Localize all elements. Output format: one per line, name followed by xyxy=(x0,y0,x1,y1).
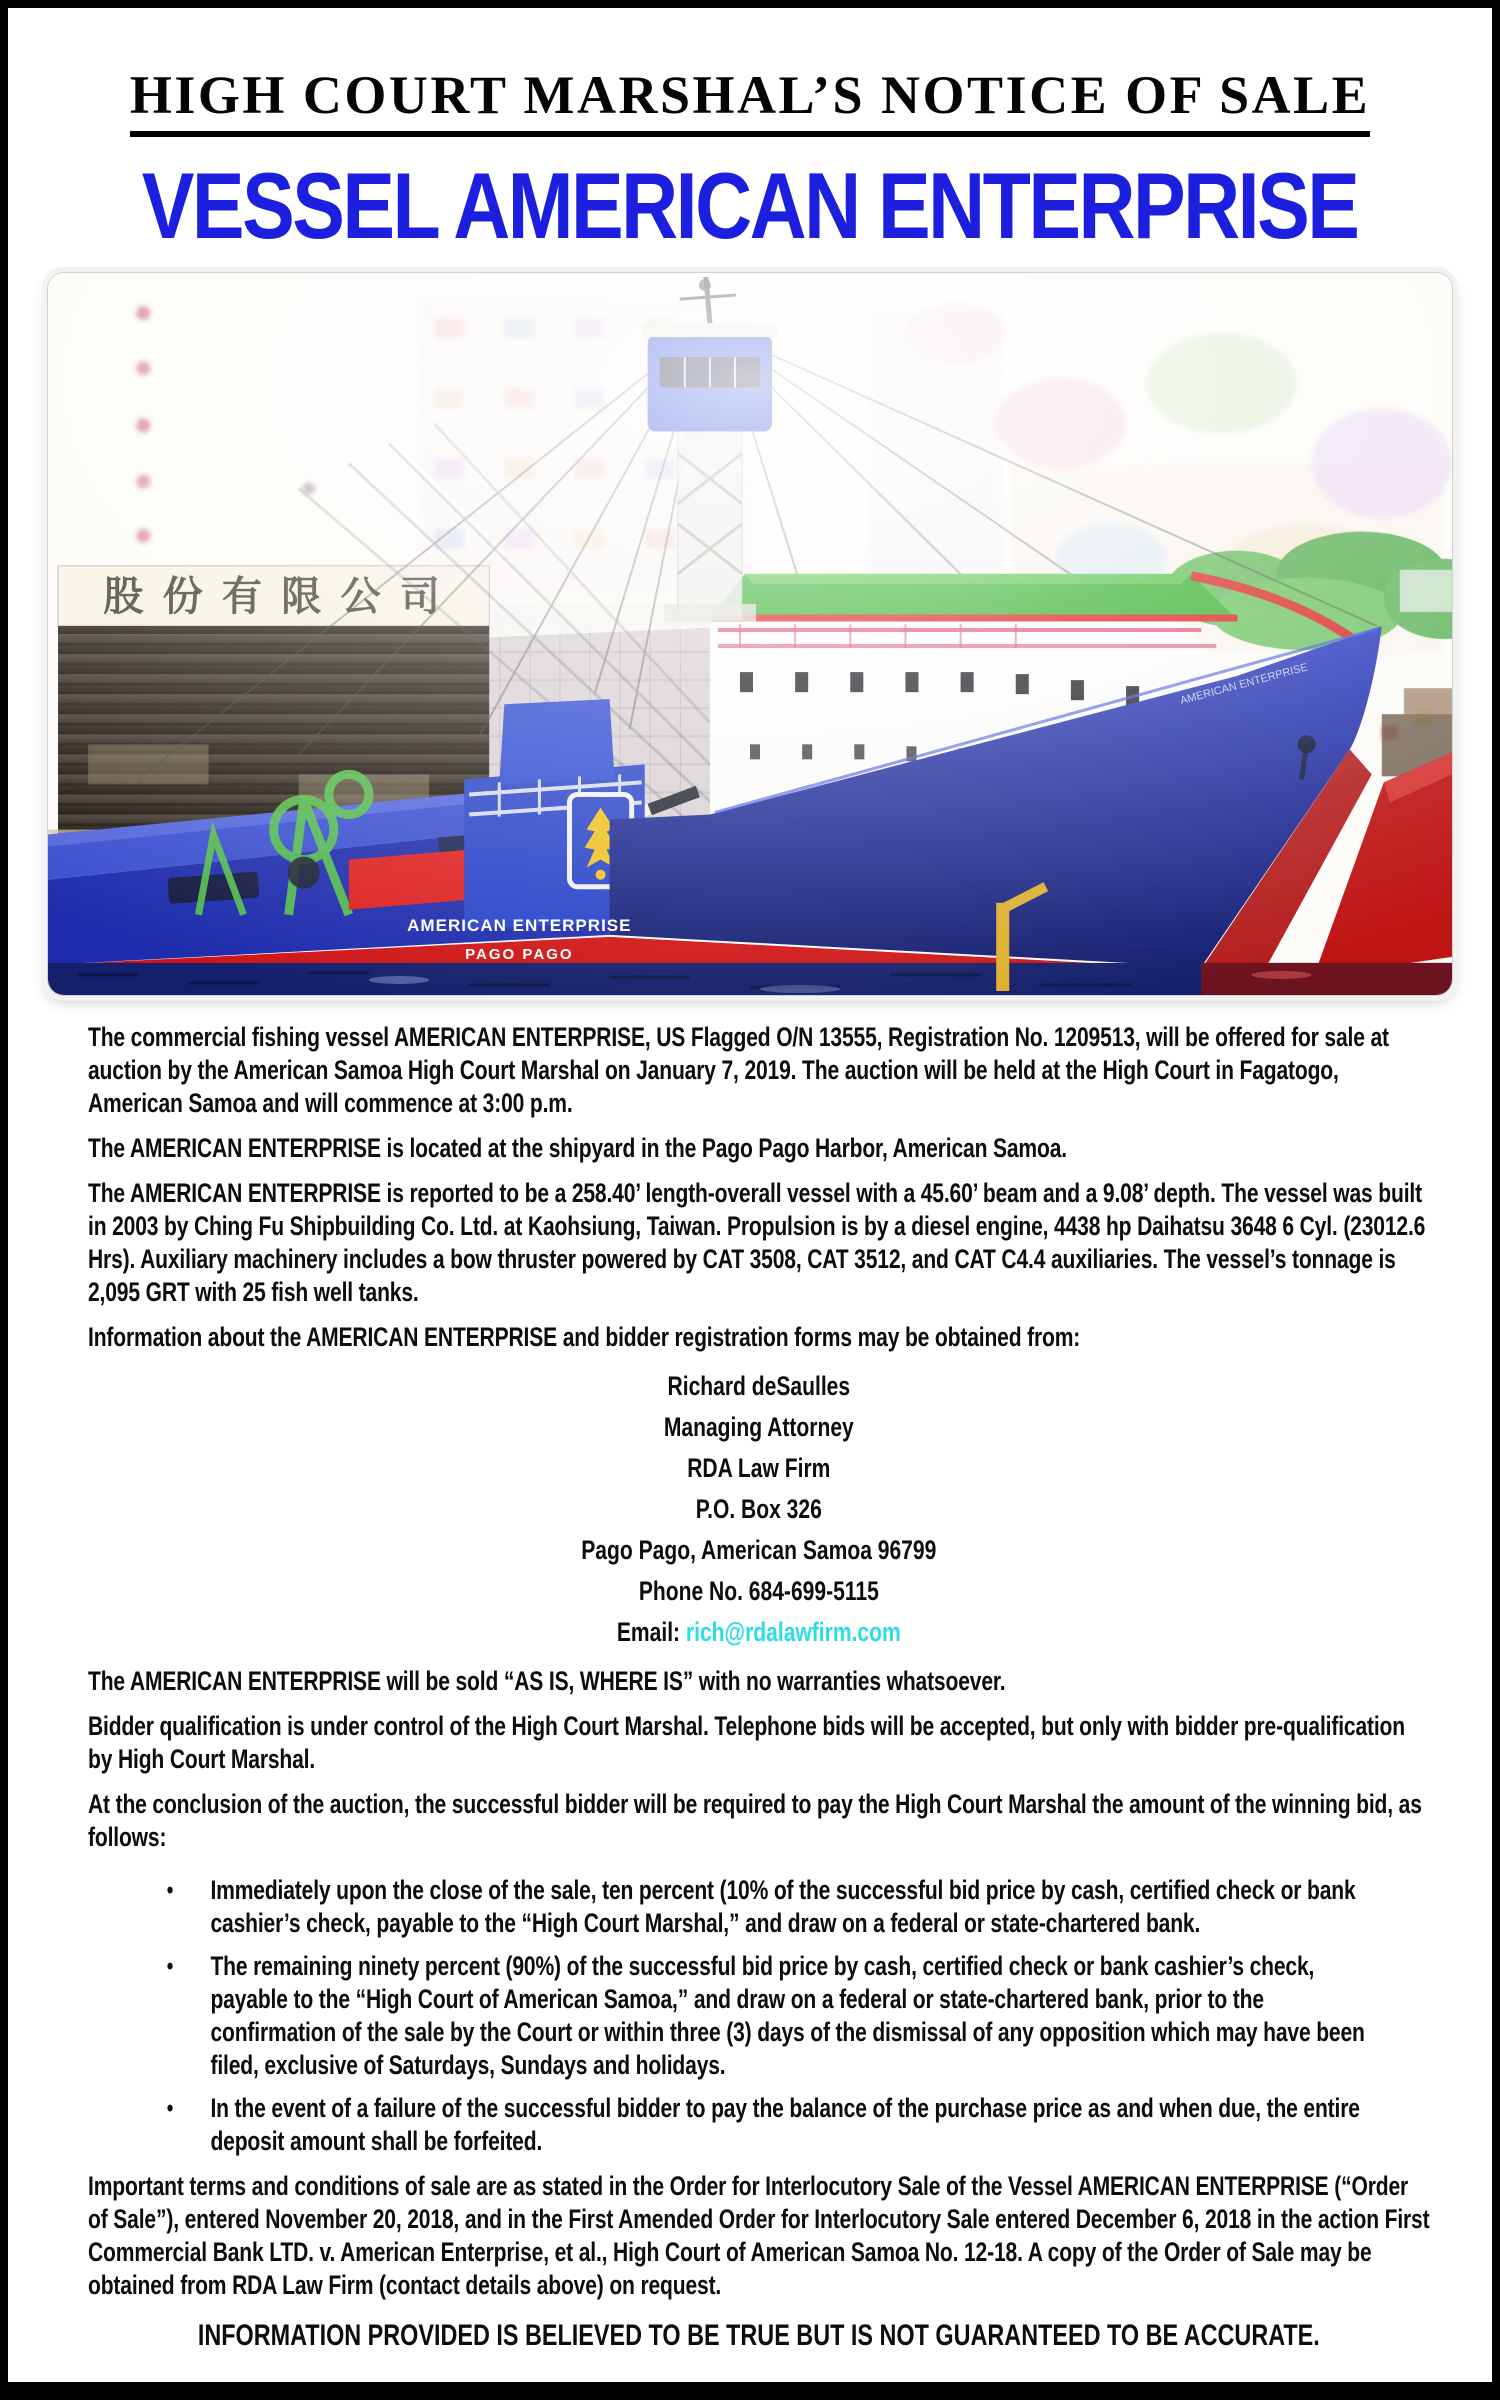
paragraph-information-source: Information about the AMERICAN ENTERPRISE and bidder registration forms may be obtained from: xyxy=(88,1322,1081,1352)
paragraph-vessel-specs: The AMERICAN ENTERPRISE is reported to be a 258.40’ length-overall vessel with a 45.60’ beam and a 9.08’ depth. The vessel was built in 2003 by Ching Fu Shipbuilding Co. Ltd. at Kaohsiung, Taiwan. Propulsion is by a diesel engine, 4438 hp Daihatsu 3648 6 Cyl. (23012.6 Hrs). Auxiliary machinery includes a bow thruster powered by CAT 3508, CAT 3512, and CAT C4.4 auxiliaries. The vessel’s tonnage is 2,095 GRT with 25 fish well tanks. xyxy=(88,1178,1426,1307)
paragraph-order-of-sale: Important terms and conditions of sale are as stated in the Order for Interlocutory Sale of the Vessel AMERICAN ENTERPRISE (“Order of Sale”), entered November 20, 2018, and in the First Amended Order for Interlocutory Sale entered December 6, 2018 in the action First Commercial Bank LTD. v. American Enterprise, et al., High Court of American Samoa No. 12-18. A copy of the Order of Sale may be obtained from RDA Law Firm (contact details above) on request. xyxy=(88,2171,1430,2300)
contact-email-row xyxy=(88,1612,1430,1653)
paragraph-vessel-location: The AMERICAN ENTERPRISE is located at the shipyard in the Pago Pago Harbor, American Samoa. xyxy=(88,1133,1067,1163)
contact-firm: RDA Law Firm xyxy=(687,1453,831,1483)
contact-name: Richard deSaulles xyxy=(667,1371,851,1401)
contact-block xyxy=(88,1366,1430,1653)
list-item-deposit: • Immediately upon the close of the sale, ten percent (10% of the successful bid price by cash, certified check or bank cashier’s check, payable to the “High Court Marshal,” and draw on a federal or state-chartered bank. xyxy=(162,1874,1381,1940)
contact-city: Pago Pago, American Samoa 96799 xyxy=(581,1535,937,1565)
paragraph-payment-intro: At the conclusion of the auction, the successful bidder will be required to pay the High Court Marshal the amount of the winning bid, as follows: xyxy=(88,1789,1422,1852)
paragraph-as-is: The AMERICAN ENTERPRISE will be sold “AS IS, WHERE IS” with no warranties whatsoever. xyxy=(88,1666,1006,1696)
payment-terms-list xyxy=(88,1874,1430,2158)
list-item-balance: • The remaining ninety percent (90%) of the successful bid price by cash, certified check or bank cashier’s check, payable to the “High Court of American Samoa,” and draw on a federal or state-chartered bank, prior to the confirmation of the sale by the Court or within three (3) days of the dismissal of any opposition which may have been filed, exclusive of Saturdays, Sundays and holidays. xyxy=(162,1950,1381,2082)
notice-body xyxy=(88,1021,1492,2354)
contact-po-box: P.O. Box 326 xyxy=(695,1494,822,1524)
disclaimer-line: INFORMATION PROVIDED IS BELIEVED TO BE TRUE BUT IS NOT GUARANTEED TO BE ACCURATE. xyxy=(197,2319,1320,2352)
list-item-forfeit: • In the event of a failure of the successful bidder to pay the balance of the purchase price as and when due, the entire deposit amount shall be forfeited. xyxy=(162,2092,1381,2158)
vessel-title: VESSEL AMERICAN ENTERPRISE xyxy=(142,153,1358,258)
harbor-photo-svg xyxy=(48,273,1452,995)
contact-phone: Phone No. 684-699-5115 xyxy=(638,1576,879,1606)
email-label: Email: xyxy=(616,1617,681,1647)
page-title-row xyxy=(8,65,1492,137)
email-link[interactable]: rich@rdalawfirm.com xyxy=(685,1617,901,1647)
page-title: HIGH COURT MARSHAL’S NOTICE OF SALE xyxy=(130,68,1370,137)
contact-title: Managing Attorney xyxy=(663,1412,854,1442)
vessel-title-row xyxy=(8,153,1492,258)
paragraph-bidder-qualification: Bidder qualification is under control of the High Court Marshal. Telephone bids will be accepted, but only with bidder pre-qualification by High Court Marshal. xyxy=(88,1711,1405,1774)
vessel-photo xyxy=(48,273,1452,995)
overexposure-wash xyxy=(48,273,1452,995)
paragraph-auction-details: The commercial fishing vessel AMERICAN ENTERPRISE, US Flagged O/N 13555, Registration No. 1209513, will be offered for sale at auction by the American Samoa High Court Marshal on January 7, 2019. The auction will be held at the High Court in Fagatogo, American Samoa and will commence at 3:00 p.m. xyxy=(88,1022,1389,1118)
